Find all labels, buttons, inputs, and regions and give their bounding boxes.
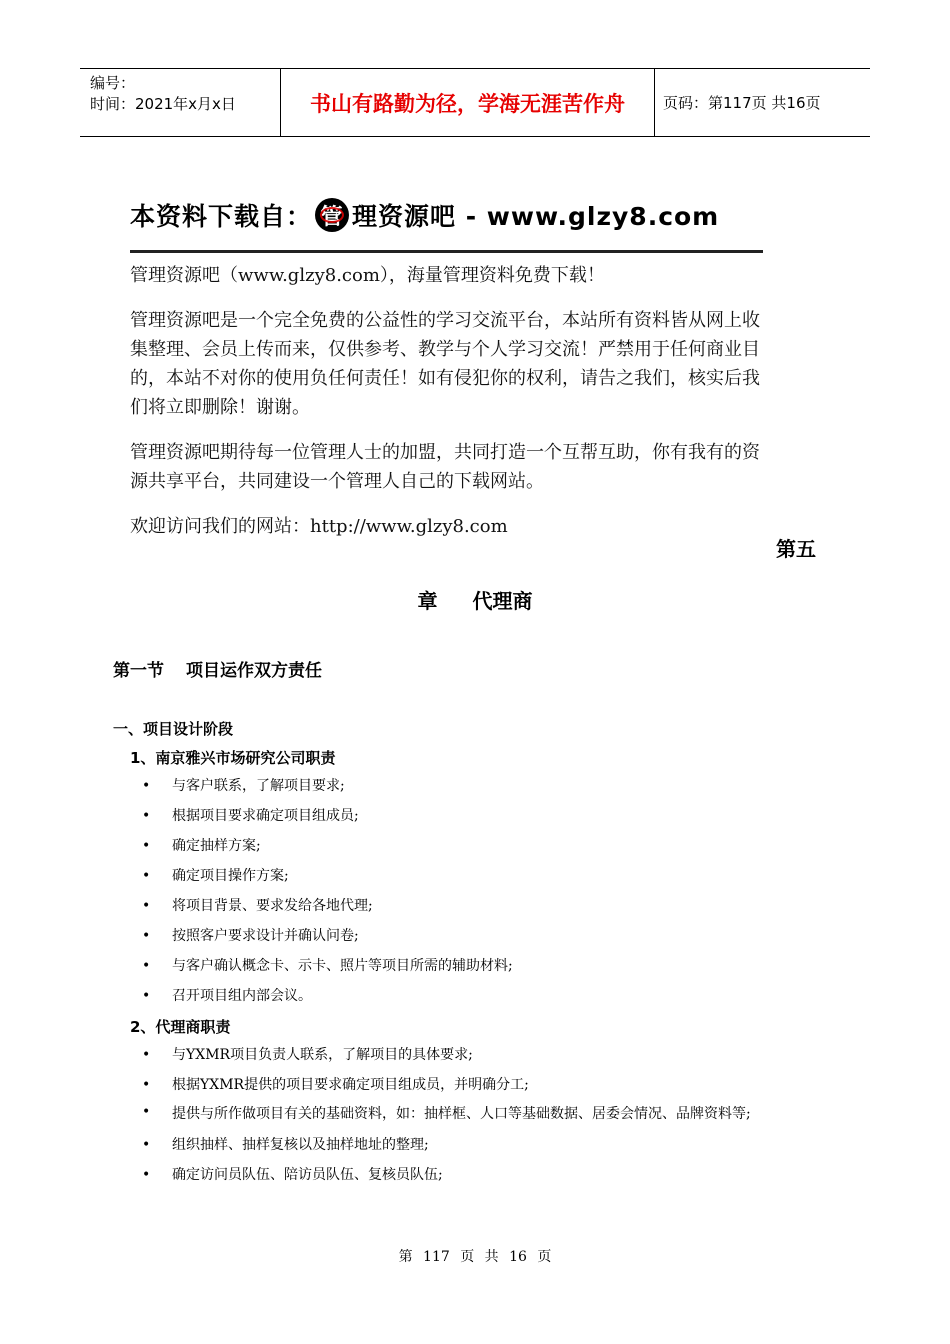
footer-page-number: 117 [423, 1249, 450, 1265]
chapter-title [0, 585, 950, 614]
chapter-title-part3: 代理商 [472, 589, 533, 613]
footer-word-di: 第 [398, 1249, 413, 1265]
list-item: • 按照客户要求设计并确认问卷; [140, 921, 840, 951]
list-item: • 根据项目要求确定项目组成员; [140, 801, 840, 831]
list-item: • 与客户联系，了解项目要求; [140, 771, 840, 801]
header-motto: 书山有路勤为径，学海无涯苦作舟 [281, 69, 655, 136]
banner-paragraph-invite: 管理资源吧期待每一位管理人士的加盟，共同打造一个互帮互助，你有我有的资源共享平台，共同建设一个管理人自己的下载网站。 [130, 442, 760, 492]
banner-title [130, 185, 770, 245]
footer-word-ye2: 页 [537, 1249, 552, 1265]
chapter-title-part2: 章 [417, 589, 438, 613]
banner-paragraph-disclaimer: 管理资源吧是一个完全免费的公益性的学习交流平台，本站所有资料皆从网上收集整理、会员上传而来，仅供参考、教学与个人学习交流！严禁用于任何商业目的，本站不对你的使用负任何责任！如有侵犯你的权利，请告之我们，核实后我们将立即删除！谢谢。 [130, 310, 760, 418]
banner-title-suffix: 理资源吧 - www.glzy8.com [352, 202, 720, 231]
doc-time: 时间：2021年x月x日 [90, 95, 236, 113]
section-number: 第一节 [113, 661, 164, 681]
section-heading [113, 656, 322, 681]
doc-number: 编号： [90, 74, 136, 92]
group2-list [140, 1040, 840, 1190]
group2-heading: 2、代理商职责 [130, 1018, 231, 1036]
list-item: • 与YXMR项目负责人联系，了解项目的具体要求; [140, 1040, 840, 1070]
site-logo-icon: 管 [315, 198, 349, 232]
banner-website: 欢迎访问我们的网站：http://www.glzy8.com [130, 516, 508, 537]
list-item: • 将项目背景、要求发给各地代理; [140, 891, 840, 921]
banner-title-prefix: 本资料下载自： [130, 202, 313, 231]
page-footer [0, 1246, 950, 1266]
list-item: • 组织抽样、抽样复核以及抽样地址的整理; [140, 1130, 840, 1160]
list-item: • 召开项目组内部会议。 [140, 981, 840, 1011]
list-item: • 确定项目操作方案; [140, 861, 840, 891]
list-item: • 提供与所作做项目有关的基础资料，如：抽样框、人口等基础数据、居委会情况、品牌资料等; [140, 1100, 840, 1130]
group1-heading: 1、南京雅兴市场研究公司职责 [130, 749, 336, 767]
chapter-title-part1: 第五 [776, 537, 816, 561]
stage-heading: 一、项目设计阶段 [113, 720, 234, 738]
list-item: • 确定抽样方案; [140, 831, 840, 861]
header-table [80, 68, 870, 137]
section-title: 项目运作双方责任 [186, 661, 322, 681]
footer-word-gong: 共 [484, 1249, 499, 1265]
footer-word-ye: 页 [460, 1249, 475, 1265]
header-meta [80, 69, 281, 136]
list-item: • 与客户确认概念卡、示卡、照片等项目所需的辅助材料; [140, 951, 840, 981]
banner-divider [130, 250, 763, 253]
list-item: • 根据YXMR提供的项目要求确定项目组成员，并明确分工; [140, 1070, 840, 1100]
group1-list [140, 771, 840, 1011]
header-page-number: 页码：第117页 共16页 [663, 94, 821, 112]
download-banner [130, 185, 770, 555]
footer-total-pages: 16 [509, 1249, 527, 1265]
list-item: • 确定访问员队伍、陪访员队伍、复核员队伍; [140, 1160, 840, 1190]
banner-line1: 管理资源吧（www.glzy8.com），海量管理资料免费下载！ [130, 265, 605, 286]
